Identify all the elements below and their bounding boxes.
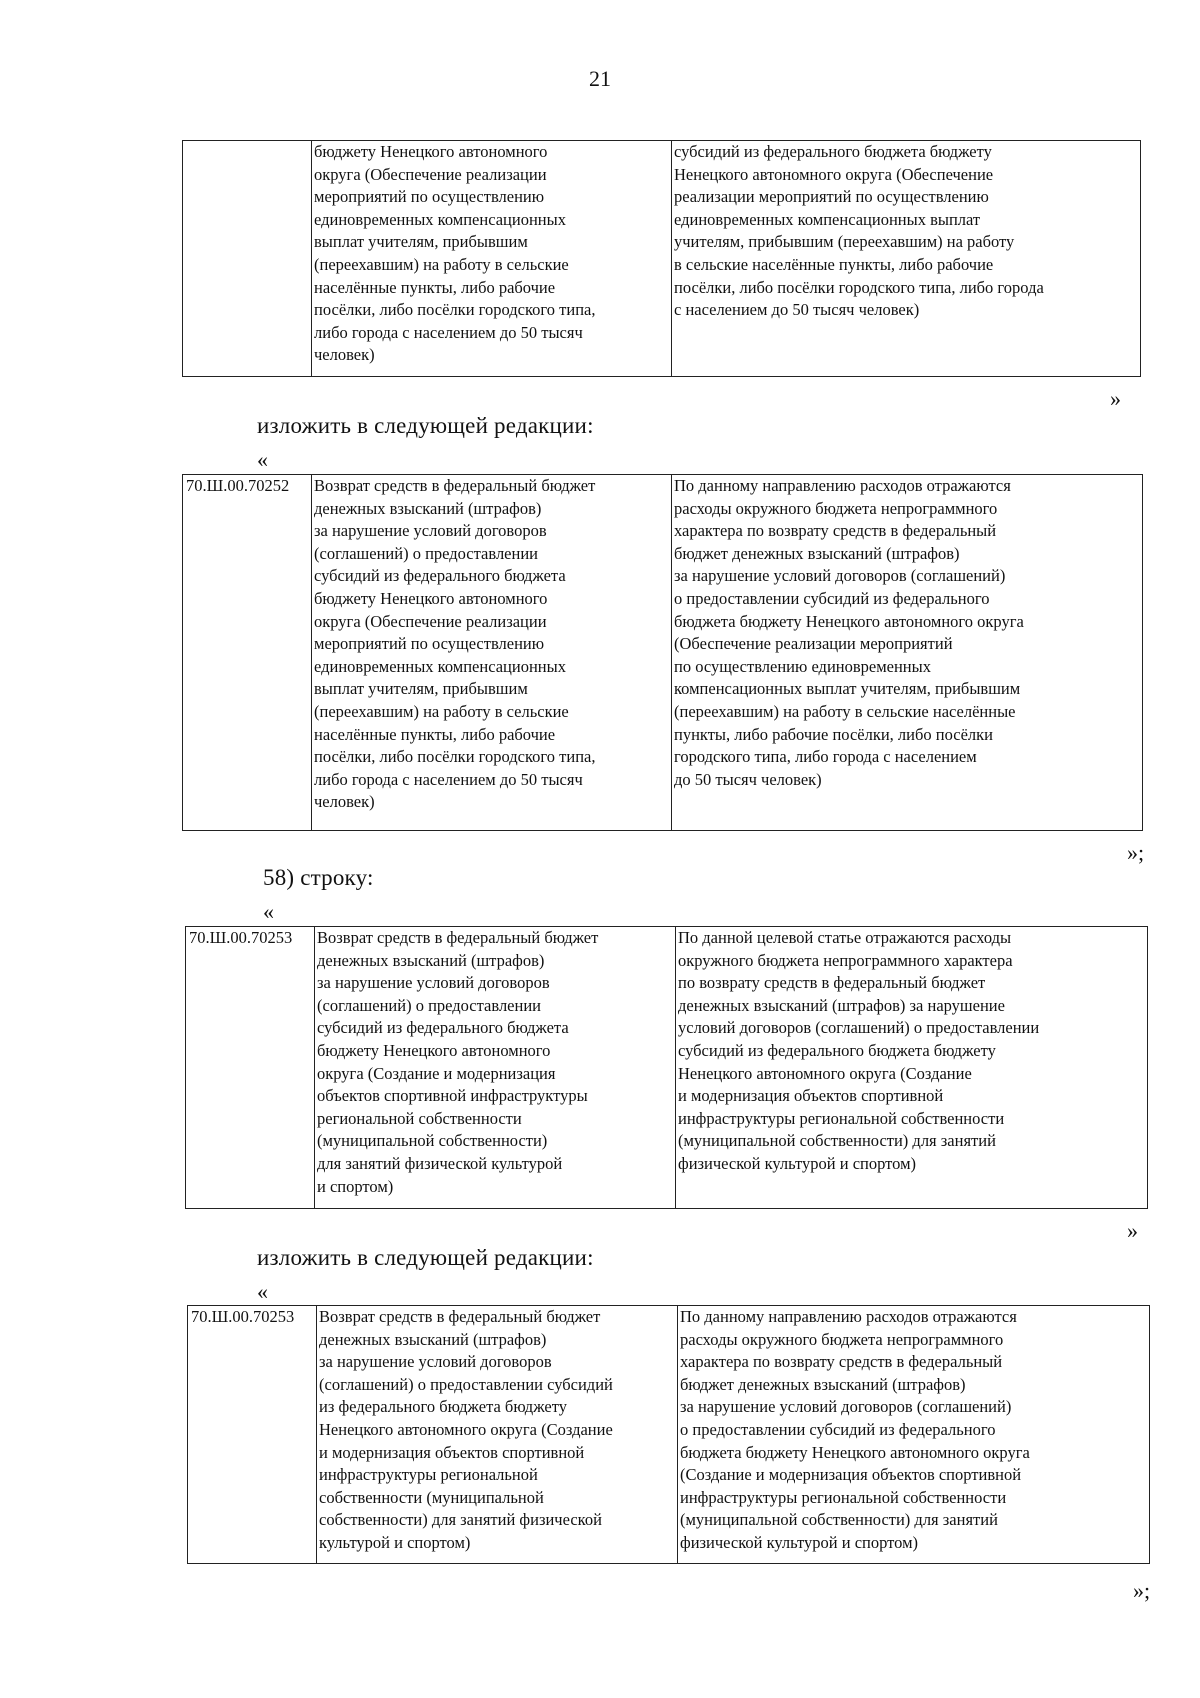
text-line: единовременных компенсационных [314,656,566,676]
section-label: 58) строку: [263,865,374,890]
text-line: характера по возврату средств в федеральный [680,1352,1003,1372]
code-cell [183,141,312,377]
text-line: за нарушение условий договоров (соглашений) [680,1397,1012,1417]
text-line: собственности) для занятий физической [319,1510,602,1530]
text-line: за нарушение условий договоров [314,521,547,541]
text-line: Возврат средств в федеральный бюджет [317,928,599,947]
text-line: за нарушение условий договоров [317,973,550,993]
description-cell [678,1306,1150,1564]
text-line: условий договоров (соглашений) о предоставлении [678,1018,1040,1038]
text-line: субсидий из федерального бюджета [317,1018,569,1038]
text-line: физической культурой и спортом) [680,1532,919,1552]
table-row [188,1306,1150,1564]
table-row [183,475,1143,831]
text-line: денежных взысканий (штрафов) [319,1329,547,1349]
text-line: (Создание и модернизация объектов спортивной [680,1465,1022,1485]
name-cell [312,141,672,377]
description-cell [672,475,1143,831]
name-cell [312,475,672,831]
text-line: для занятий физической культурой [317,1153,563,1173]
text-line: и модернизация объектов спортивной [678,1086,944,1106]
text-line: субсидий из федерального бюджета [314,566,566,586]
text-line: субсидий из федерального бюджета бюджету [678,1040,996,1060]
name-cell [315,927,676,1209]
text-line: Ненецкого автономного округа (Создание [319,1419,613,1439]
text-line: посёлки, либо посёлки городского типа, [314,300,596,320]
table-row [183,141,1141,377]
text-line: денежных взысканий (штрафов) за нарушение [678,995,1005,1015]
text-line: по осуществлению единовременных [674,656,931,676]
text-line: бюджета бюджету Ненецкого автономного округа [674,611,1024,631]
name-cell [317,1306,678,1564]
closing-quote: » [1110,386,1121,411]
text-line: характера по возврату средств в федеральный [674,521,997,541]
opening-quote: « [257,447,268,472]
text-line: и модернизация объектов спортивной [319,1442,585,1462]
text-line: (муниципальной собственности) [317,1131,548,1151]
text-line: мероприятий по осуществлению [314,187,545,207]
closing-quote: » [1127,1218,1138,1243]
description-cell [672,141,1141,377]
text-line: из федерального бюджета бюджету [319,1397,567,1417]
text-line: округа (Обеспечение реализации [314,611,547,631]
text-line: городского типа, либо города с населением [674,747,977,767]
text-line: инфраструктуры региональной собственности [678,1108,1005,1128]
text-line: в сельские населённые пункты, либо рабочие [674,254,994,274]
text-line: бюджету Ненецкого автономного [314,142,548,161]
budget-table-continuation [182,140,1141,377]
text-line: (соглашений) о предоставлении субсидий [319,1374,613,1394]
text-line: населённые пункты, либо рабочие [314,724,556,744]
text-line: инфраструктуры региональной собственности [680,1487,1007,1507]
section-label: изложить в следующей редакции: [257,413,594,438]
text-line: Возврат средств в федеральный бюджет [319,1307,601,1326]
text-line: учителям, прибывшим (переехавшим) на работу [674,232,1015,252]
code-cell: 70.Ш.00.70253 [188,1306,317,1564]
text-line: Ненецкого автономного округа (Обеспечение [674,164,994,184]
code-cell: 70.Ш.00.70253 [186,927,315,1209]
text-line: бюджета бюджету Ненецкого автономного округа [680,1442,1030,1462]
text-line: (переехавшим) на работу в сельские [314,701,569,721]
budget-table-old-70253 [185,926,1148,1209]
text-line: Возврат средств в федеральный бюджет [314,476,596,495]
text-line: бюджет денежных взысканий (штрафов) [680,1374,966,1394]
closing-quote: »; [1127,840,1145,865]
budget-table-new-70252 [182,474,1143,831]
text-line: расходы окружного бюджета непрограммного [674,498,998,518]
text-line: субсидий из федерального бюджета бюджету [674,142,992,161]
description-cell [676,927,1148,1209]
text-line: собственности (муниципальной [319,1487,544,1507]
table-row [186,927,1148,1209]
text-line: расходы окружного бюджета непрограммного [680,1329,1004,1349]
text-line: единовременных компенсационных выплат [674,209,981,229]
text-line: округа (Создание и модернизация [317,1063,556,1083]
text-line: по возврату средств в федеральный бюджет [678,973,986,993]
text-line: о предоставлении субсидий из федерального [674,588,990,608]
text-line: окружного бюджета непрограммного характера [678,950,1013,970]
text-line: региональной собственности [317,1108,522,1128]
text-line: (муниципальной собственности) для занятий [680,1510,998,1530]
text-line: за нарушение условий договоров [319,1352,552,1372]
text-line: с населением до 50 тысяч человек) [674,300,920,320]
text-line: (муниципальной собственности) для занятий [678,1131,996,1151]
text-line: человек) [314,792,375,812]
text-line: компенсационных выплат учителям, прибывшим [674,679,1021,699]
text-line: и спортом) [317,1176,394,1196]
text-line: за нарушение условий договоров (соглашений) [674,566,1006,586]
section-label: изложить в следующей редакции: [257,1245,594,1270]
text-line: единовременных компенсационных [314,209,566,229]
closing-quote: »; [1133,1578,1151,1603]
text-line: человек) [314,345,375,365]
text-line: (Обеспечение реализации мероприятий [674,634,953,654]
text-line: (переехавшим) на работу в сельские населённые [674,701,1016,721]
page-number: 21 [589,66,611,91]
text-line: объектов спортивной инфраструктуры [317,1086,588,1106]
text-line: населённые пункты, либо рабочие [314,277,556,297]
text-line: либо города с населением до 50 тысяч [314,322,583,342]
text-line: (соглашений) о предоставлении [314,543,538,563]
code-cell: 70.Ш.00.70252 [183,475,312,831]
text-line: денежных взысканий (штрафов) [314,498,542,518]
text-line: либо города с населением до 50 тысяч [314,769,583,789]
text-line: культурой и спортом) [319,1532,471,1552]
text-line: посёлки, либо посёлки городского типа, [314,747,596,767]
text-line: мероприятий по осуществлению [314,634,545,654]
opening-quote: « [257,1279,268,1304]
text-line: выплат учителям, прибывшим [314,232,528,252]
text-line: По данному направлению расходов отражаются [680,1307,1017,1326]
text-line: посёлки, либо посёлки городского типа, либо города [674,277,1044,297]
text-line: бюджету Ненецкого автономного [317,1040,551,1060]
text-line: бюджет денежных взысканий (штрафов) [674,543,960,563]
text-line: до 50 тысяч человек) [674,769,822,789]
text-line: денежных взысканий (штрафов) [317,950,545,970]
text-line: (переехавшим) на работу в сельские [314,254,569,274]
text-line: бюджету Ненецкого автономного [314,588,548,608]
text-line: о предоставлении субсидий из федерального [680,1419,996,1439]
text-line: пункты, либо рабочие посёлки, либо посёлки [674,724,993,744]
text-line: физической культурой и спортом) [678,1153,917,1173]
text-line: По данному направлению расходов отражаются [674,476,1011,495]
text-line: По данной целевой статье отражаются расходы [678,928,1012,947]
budget-table-new-70253 [187,1305,1150,1564]
text-line: выплат учителям, прибывшим [314,679,528,699]
text-line: (соглашений) о предоставлении [317,995,541,1015]
text-line: округа (Обеспечение реализации [314,164,547,184]
text-line: инфраструктуры региональной [319,1465,538,1485]
opening-quote: « [263,899,274,924]
text-line: Ненецкого автономного округа (Создание [678,1063,972,1083]
text-line: реализации мероприятий по осуществлению [674,187,989,207]
